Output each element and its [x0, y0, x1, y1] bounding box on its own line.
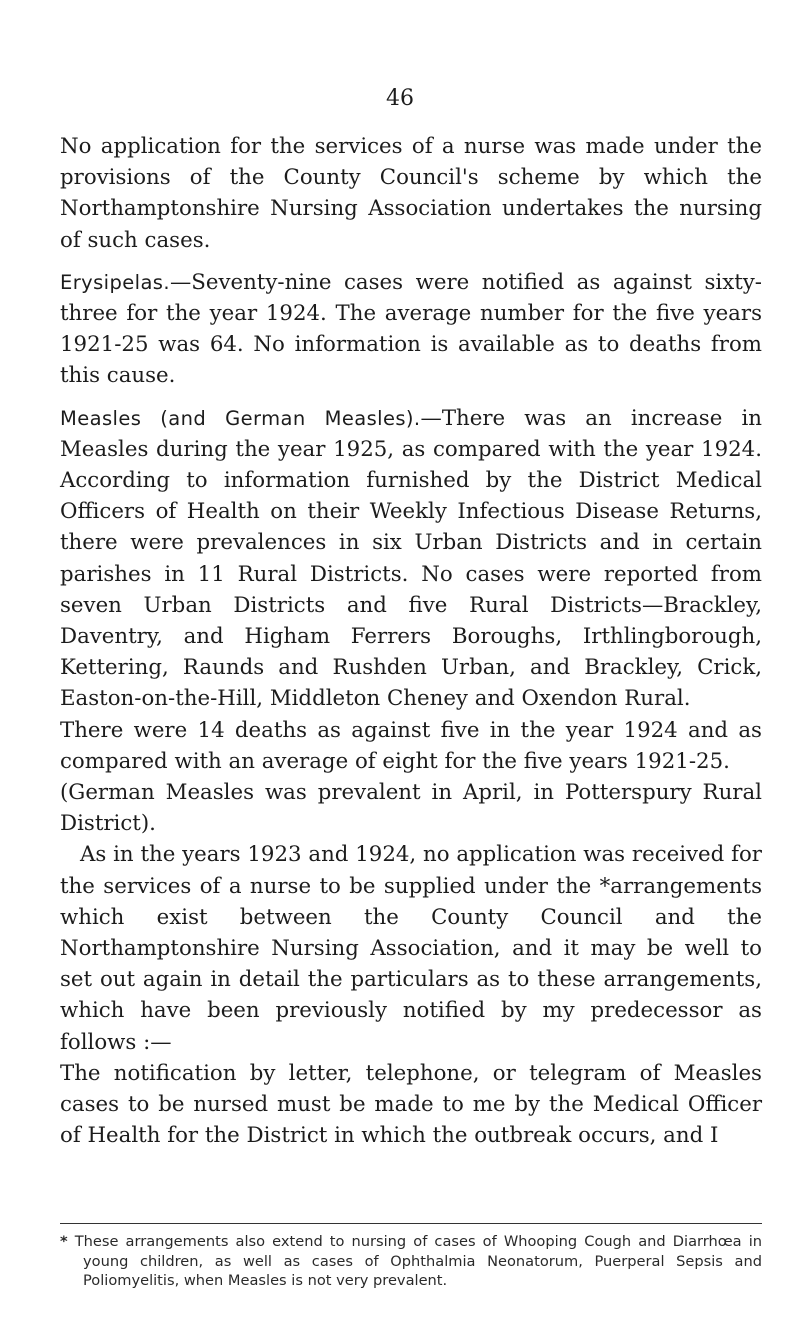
- paragraph-german-measles: (German Measles was prevalent in April, in Potterspury Rural District).: [60, 780, 762, 837]
- paragraph-measles: [60, 403, 762, 715]
- footnote-divider: [60, 1223, 762, 1224]
- paragraph-nursing-arrangements: As in the years 1923 and 1924, no application was received for the services of a nurse to be supplied under the *arrangements which exist between the County Council and the Northamptonshire Nursing Association, and it may be well to set out again in detail the particulars as to these arrangements, which have been previously notified by my predecessor as follows :—: [60, 842, 762, 1055]
- paragraph-erysipelas: [60, 267, 762, 392]
- measles-heading: Measles (and German Measles).: [60, 406, 421, 430]
- paragraph-nursing-scheme: No application for the services of a nurse was made under the provisions of the County Council's scheme by which the Northamptonshire Nursing Association undertakes the nursing of such cases.: [60, 134, 762, 253]
- body-text: [60, 131, 762, 1152]
- erysipelas-text: —Seventy-nine cases were notified as against sixty-three for the year 1924. The average number for the five years 1921-25 was 64. No information is available as to deaths from this cause.: [60, 269, 762, 389]
- page-number: 46: [386, 86, 414, 111]
- paragraph-notification: The notification by letter, telephone, or telegram of Measles cases to be nursed must be made to me by the Medical Officer of Health for the District in which the outbreak occurs, and I: [60, 1060, 762, 1149]
- footnote-marker: *: [60, 1233, 68, 1250]
- footnote: [60, 1232, 762, 1291]
- erysipelas-heading: Erysipelas.: [60, 270, 170, 294]
- footnote-text: These arrangements also extend to nursing of cases of Whooping Cough and Diarrhœa in young children, as well as cases of Ophthalmia Neonatorum, Puerperal Sepsis and Poliomyelitis, when Measles is not very prevalent.: [74, 1233, 763, 1289]
- paragraph-measles-deaths: There were 14 deaths as against five in the year 1924 and as compared with an average of eight for the five years 1921-25.: [60, 717, 762, 774]
- measles-text: —There was an increase in Measles during the year 1925, as compared with the year 1924. According to information furnished by the District Medical Officers of Health on their Weekly Infectious Disease Returns, there were prevalences in six Urban Districts and in certain parishes in 11 Rural Districts. No cases were reported from seven Urban Districts and five Rural Districts—Brackley, Daventry, and Higham Ferrers Boroughs, Irthlingborough, Kettering, Raunds and Rushden Urban, and Brackley, Crick, Easton-on-the-Hill, Middleton Cheney and Oxendon Rural.: [60, 405, 762, 712]
